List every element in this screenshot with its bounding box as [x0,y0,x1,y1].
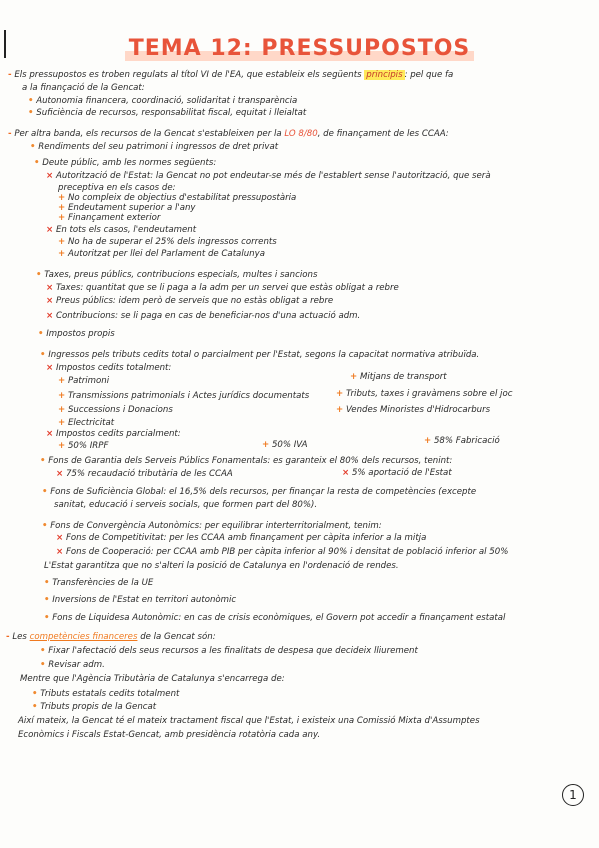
note-line: • Taxes, preus públics, contribucions especials, multes i sancions [36,270,318,280]
note-line: • Tributs propis de la Gencat [32,702,157,712]
note-line: - Per altra banda, els recursos de la Gencat s'estableixen per la LO 8/80, de finançament de les CCAA: [8,129,449,139]
note-line: • Ingressos pels tributs cedits total o parcialment per l'Estat, segons la capacitat normativa atribuïda. [40,350,480,360]
note-line: × Autorització de l'Estat: la Gencat no pot endeutar-se més de l'establert sense l'autorització, que serà [46,171,491,181]
note-line: • Fons de Liquidesa Autonòmic: en cas de crisis econòmiques, el Govern pot accedir a finançament estatal [44,613,506,623]
note-line: × Fons de Competitivitat: per les CCAA amb finançament per càpita inferior a la mitja [56,533,427,543]
note-line: + Successions i Donacions [58,405,173,415]
note-line: • Fons de Convergència Autonòmics: per equilibrar interterritorialment, tenim: [42,521,382,531]
note-line: × Fons de Cooperació: per CCAA amb PIB per càpita inferior al 90% i densitat de població inferior al 50% [56,547,509,557]
note-line: sanitat, educació i serveis socials, que formen part del 80%). [54,500,318,510]
note-line: preceptiva en els casos de: [58,183,176,193]
note-line: • Fixar l'afectació dels seus recursos a les finalitats de despesa que decideix lliurement [40,646,418,656]
note-line: • Inversions de l'Estat en territori autonòmic [44,595,237,605]
highlight-principis: principis [366,70,403,80]
note-line: + Finançament exterior [58,213,161,223]
note-line: • Transferències de la UE [44,578,154,588]
note-line: + 50% IVA [262,440,308,450]
page-title: TEMA 12: PRESSUPOSTOS [0,36,599,61]
note-line: + Tributs, taxes i gravàmens sobre el joc [336,389,513,399]
note-line: × En tots els casos, l'endeutament [46,225,197,235]
note-line: • Fons de Garantia dels Serveis Públics Fonamentals: es garanteix el 80% dels recursos, tenint: [40,456,453,466]
note-line: + Transmissions patrimonials i Actes jurídics documentats [58,391,310,401]
note-line: × 5% aportació de l'Estat [342,468,452,478]
note-line: + Vendes Minoristes d'Hidrocarburs [336,405,491,415]
note-line: + 50% IRPF [58,441,109,451]
note-line: + Mitjans de transport [350,372,447,382]
note-line: L'Estat garantitza que no s'alteri la posició de Catalunya en l'ordenació de rendes. [44,561,399,571]
note-line: • Impostos propis [38,329,115,339]
note-line: Mentre que l'Agència Tributària de Catalunya s'encarrega de: [20,674,285,684]
note-line: + No compleix de objectius d'estabilitat pressupostària [58,193,297,203]
note-line: × Contribucions: se li paga en cas de beneficiar-nos d'una actuació adm. [46,311,361,321]
note-line: • Autonomia financera, coordinació, solidaritat i transparència [28,96,298,106]
highlight-lo: LO 8/80 [284,129,318,139]
page-number: 1 [562,784,584,806]
note-line: + Autoritzat per llei del Parlament de Catalunya [58,249,265,259]
note-line: + 58% Fabricació [424,436,500,446]
note-line: × Preus públics: idem però de serveis que no estàs obligat a rebre [46,296,334,306]
note-line: a la finançació de la Gencat: [22,83,145,93]
note-line: Econòmics i Fiscals Estat-Gencat, amb presidència rotatòria cada any. [18,730,321,740]
note-line: • Deute públic, amb les normes següents: [34,158,217,168]
note-line: + No ha de superar el 25% dels ingressos corrents [58,237,277,247]
note-line: × Impostos cedits parcialment: [46,429,181,439]
note-line: Així mateix, la Gencat té el mateix tractament fiscal que l'Estat, i existeix una Comissió Mixta d'Assumptes [18,716,480,726]
note-line: × 75% recaudació tributària de les CCAA [56,469,233,479]
highlight-competencies: competències financeres [29,632,138,642]
note-line: - Les competències financeres de la Gencat són: [6,632,216,642]
note-line: • Rendiments del seu patrimoni i ingressos de dret privat [30,142,279,152]
note-line: × Impostos cedits totalment: [46,363,172,373]
note-line: + Patrimoni [58,376,110,386]
note-line: - Els pressupostos es troben regulats al títol VI de l'EA, que estableix els següents principis : pel que fa [8,70,454,80]
note-line: • Suficiència de recursos, responsabilitat fiscal, equitat i lleialtat [28,108,307,118]
note-line: • Revisar adm. [40,660,105,670]
note-line: + Electricitat [58,418,115,428]
note-line: • Tributs estatals cedits totalment [32,689,180,699]
note-line: • Fons de Suficiència Global: el 16,5% dels recursos, per finançar la resta de competències (excepte [42,487,477,497]
note-line: + Endeutament superior a l'any [58,203,196,213]
note-line: × Taxes: quantitat que se li paga a la adm per un servei que estàs obligat a rebre [46,283,399,293]
